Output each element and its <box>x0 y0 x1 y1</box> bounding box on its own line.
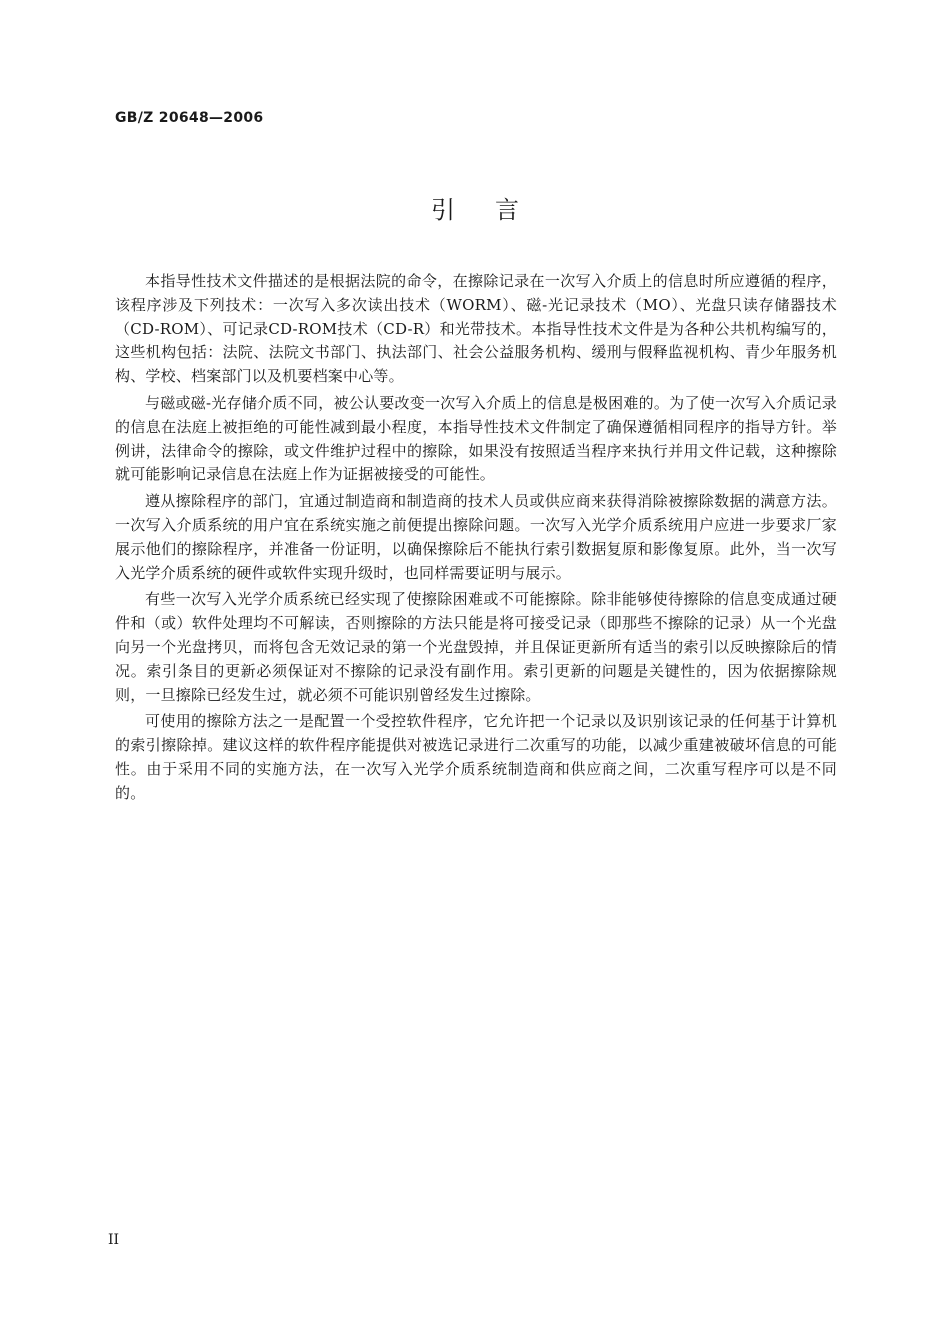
page-number: II <box>108 1232 120 1248</box>
paragraph-3: 遵从擦除程序的部门，宜通过制造商和制造商的技术人员或供应商来获得消除被擦除数据的满意方法。一次写入介质系统的用户宜在系统实施之前便提出擦除问题。一次写入光学介质系统用户应进一步要求厂家展示他们的擦除程序，并准备一份证明，以确保擦除后不能执行索引数据复原和影像复原。此外，当一次写入光学介质系统的硬件或软件实现升级时，也同样需要证明与展示。 <box>115 492 837 582</box>
standard-code: GB/Z 20648—2006 <box>115 110 264 126</box>
paragraph-4: 有些一次写入光学介质系统已经实现了使擦除困难或不可能擦除。除非能够使待擦除的信息变成通过硬件和（或）软件处理均不可解读，否则擦除的方法只能是将可接受记录（即那些不擦除的记录）从一个光盘向另一个光盘拷贝，而将包含无效记录的第一个光盘毁掉，并且保证更新所有适当的索引以反映擦除后的情况。索引条目的更新必须保证对不擦除的记录没有副作用。索引更新的问题是关键性的，因为依据擦除规则，一旦擦除已经发生过，就必须不可能识别曾经发生过擦除。 <box>115 590 837 704</box>
paragraph-1: 本指导性技术文件描述的是根据法院的命令，在擦除记录在一次写入介质上的信息时所应遵循的程序，该程序涉及下列技术：一次写入多次读出技术（WORM）、磁-光记录技术（MO）、光盘只读存储器技术（CD-ROM）、可记录CD-ROM技术（CD-R）和光带技术。本指导性技术文件是为各种公共机构编写的，这些机构包括：法院、法院文书部门、执法部门、社会公益服务机构、缓刑与假释监视机构、青少年服务机构、学校、档案部门以及机要档案中心等。 <box>115 272 837 386</box>
page-title: 引言 <box>431 196 559 224</box>
paragraph-2: 与磁或磁-光存储介质不同，被公认要改变一次写入介质上的信息是极困难的。为了使一次写入介质记录的信息在法庭上被拒绝的可能性减到最小程度，本指导性技术文件制定了确保遵循相同程序的指导方针。举例讲，法律命令的擦除，或文件维护过程中的擦除，如果没有按照适当程序来执行并用文件记载，这种擦除就可能影响记录信息在法庭上作为证据被接受的可能性。 <box>115 393 837 484</box>
paragraph-5: 可使用的擦除方法之一是配置一个受控软件程序，它允许把一个记录以及识别该记录的任何基于计算机的索引擦除掉。建议这样的软件程序能提供对被选记录进行二次重写的功能，以减少重建被破坏信息的可能性。由于采用不同的实施方法，在一次写入光学介质系统制造商和供应商之间，二次重写程序可以是不同的。 <box>115 712 837 802</box>
body-text <box>115 270 837 809</box>
